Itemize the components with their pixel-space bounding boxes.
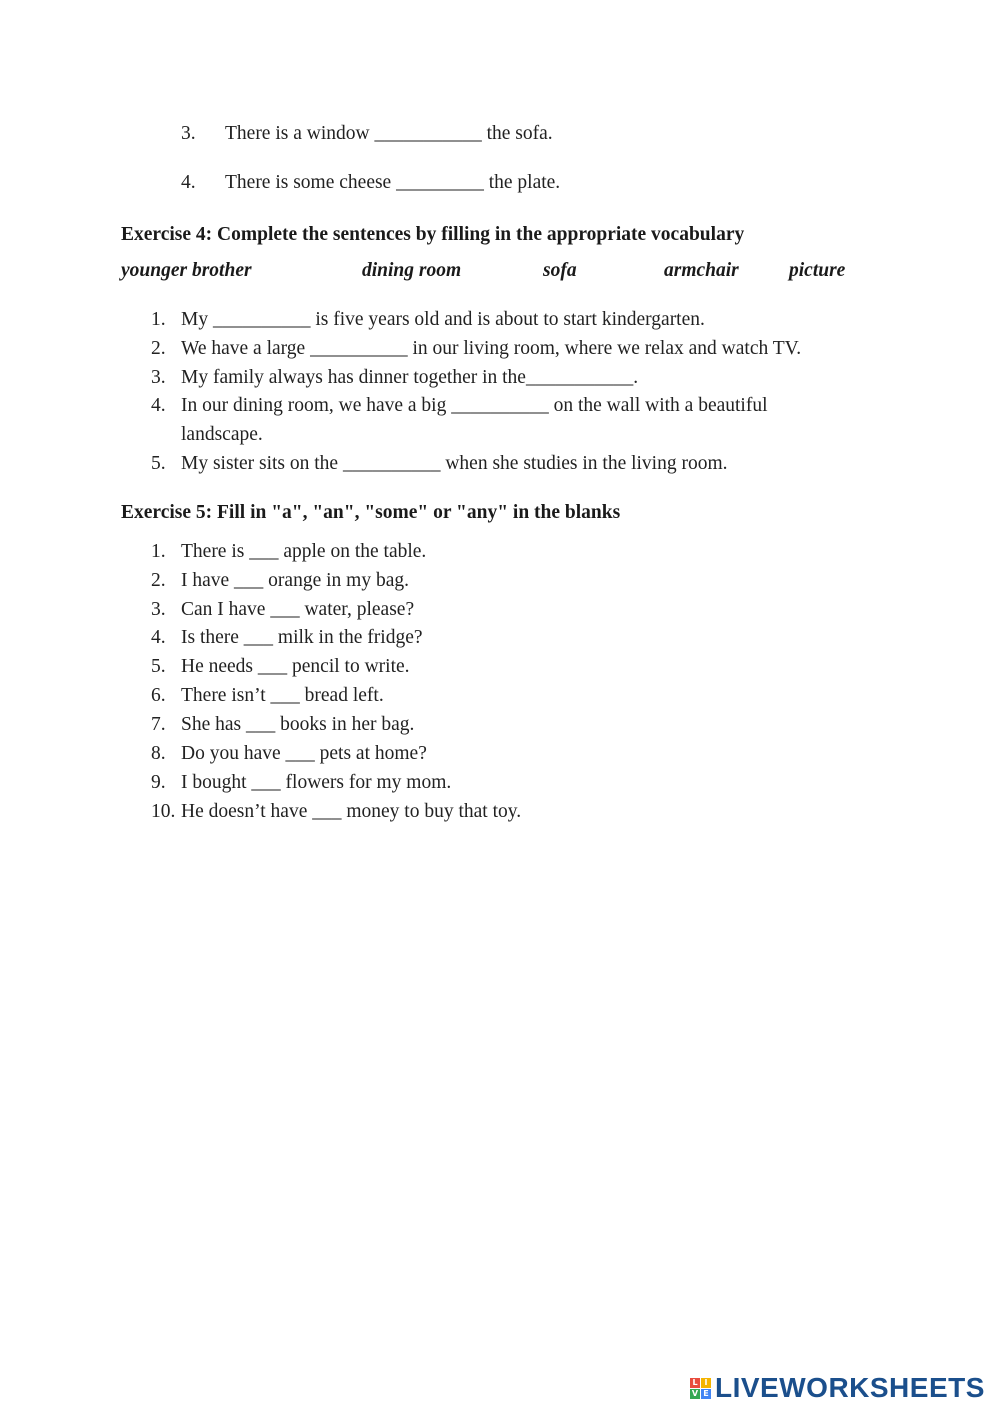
item-number: 8. (151, 743, 166, 764)
item-text: There is a window ___________ the sofa. (225, 123, 553, 144)
item-number: 4. (151, 395, 166, 416)
item-text: landscape. (181, 424, 263, 445)
liveworksheets-logo[interactable] (690, 1372, 985, 1404)
item-text: There is some cheese _________ the plate. (225, 172, 561, 193)
item-text: My sister sits on the __________ when she studies in the living room. (181, 453, 728, 474)
logo-mark-cell: I (701, 1378, 711, 1388)
vocab-word: picture (789, 260, 846, 281)
item-text: I have ___ orange in my bag. (181, 570, 409, 591)
item-number: 3. (181, 123, 196, 144)
item-number: 1. (151, 541, 166, 562)
item-text: He doesn’t have ___ money to buy that toy. (181, 801, 522, 822)
item-text: There isn’t ___ bread left. (181, 685, 384, 706)
item-number: 3. (151, 599, 166, 620)
logo-mark-cell: E (701, 1389, 711, 1399)
item-text: Can I have ___ water, please? (181, 599, 415, 620)
item-text: In our dining room, we have a big __________ on the wall with a beautiful (181, 395, 768, 416)
exercise4-heading: Exercise 4: Complete the sentences by filling in the appropriate vocabulary (121, 224, 745, 245)
item-number: 5. (151, 656, 166, 677)
logo-text: LIVEWORKSHEETS (715, 1372, 985, 1403)
item-number: 5. (151, 453, 166, 474)
item-number: 2. (151, 338, 166, 359)
exercise5-heading: Exercise 5: Fill in "a", "an", "some" or "any" in the blanks (121, 502, 621, 523)
logo-mark-icon (690, 1378, 711, 1399)
item-number: 4. (181, 172, 196, 193)
logo-mark-cell: L (690, 1378, 700, 1388)
item-text: We have a large __________ in our living room, where we relax and watch TV. (181, 338, 802, 359)
vocab-word: younger brother (121, 260, 252, 281)
vocab-word: dining room (362, 260, 462, 281)
item-number: 1. (151, 309, 166, 330)
item-number: 4. (151, 627, 166, 648)
logo-mark-cell: V (691, 1388, 699, 1398)
item-text: My __________ is five years old and is about to start kindergarten. (181, 309, 705, 330)
item-number: 6. (151, 685, 166, 706)
item-text: I bought ___ flowers for my mom. (181, 772, 452, 793)
item-text: He needs ___ pencil to write. (181, 656, 410, 677)
item-number: 9. (151, 772, 166, 793)
vocab-word: sofa (543, 260, 577, 281)
item-number: 3. (151, 367, 166, 388)
item-text: There is ___ apple on the table. (181, 541, 427, 562)
item-text: Do you have ___ pets at home? (181, 743, 427, 764)
item-number: 2. (151, 570, 166, 591)
item-number: 10. (151, 801, 176, 822)
item-text: She has ___ books in her bag. (181, 714, 415, 735)
vocab-word: armchair (664, 260, 739, 281)
item-number: 7. (151, 714, 166, 735)
item-text: My family always has dinner together in the___________. (181, 367, 639, 388)
item-text: Is there ___ milk in the fridge? (181, 627, 423, 648)
